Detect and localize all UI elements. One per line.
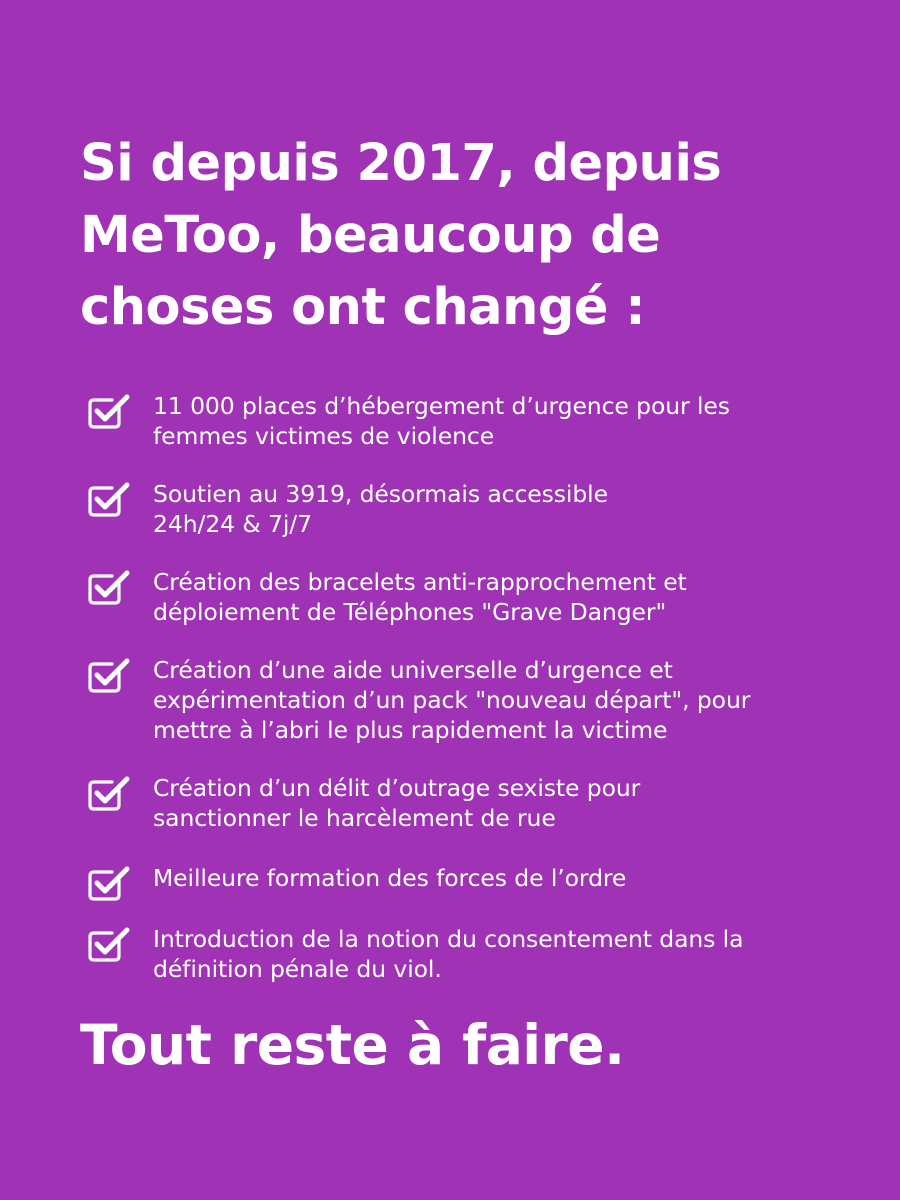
item-text [153,773,825,833]
item-text-line: expérimentation d’un pack "nouveau départ", pour [153,686,751,714]
item-text [153,391,825,451]
item-text-line: 24h/24 & 7j/7 [153,510,312,538]
item-text-line: définition pénale du viol. [153,955,442,983]
checkbox-checked-icon [86,925,132,965]
checkbox-checked-icon [86,864,132,904]
item-text-line: Création d’une aide universelle d’urgence et [153,656,673,684]
checkbox-checked-icon [86,392,132,432]
item-text-line: 11 000 places d’hébergement d’urgence pour les [153,392,730,420]
headline-line: choses ont changé : [80,278,646,337]
checkbox-checked-icon [86,774,132,814]
headline-line: MeToo, beaucoup de [80,206,661,265]
item-text [153,924,825,984]
checkbox-checked-icon [86,480,132,520]
item-text [153,655,825,745]
item-text-line: sanctionner le harcèlement de rue [153,804,556,832]
checkbox-checked-icon [86,568,132,608]
item-text-line: mettre à l’abri le plus rapidement la victime [153,716,668,744]
item-text [153,863,825,893]
item-text-line: Meilleure formation des forces de l’ordre [153,864,627,892]
item-text-line: Création d’un délit d’outrage sexiste pour [153,774,641,802]
headline [80,128,840,344]
checkbox-checked-icon [86,656,132,696]
item-text-line: Introduction de la notion du consentement dans la [153,925,744,953]
item-text-line: Soutien au 3919, désormais accessible [153,480,608,508]
closing-statement: Tout reste à faire. [80,1013,625,1077]
item-text [153,479,825,539]
headline-line: Si depuis 2017, depuis [80,134,722,193]
item-text-line: Création des bracelets anti-rapprochement et [153,568,687,596]
item-text-line: déploiement de Téléphones "Grave Danger" [153,598,667,626]
item-text-line: femmes victimes de violence [153,422,495,450]
item-text [153,567,825,627]
